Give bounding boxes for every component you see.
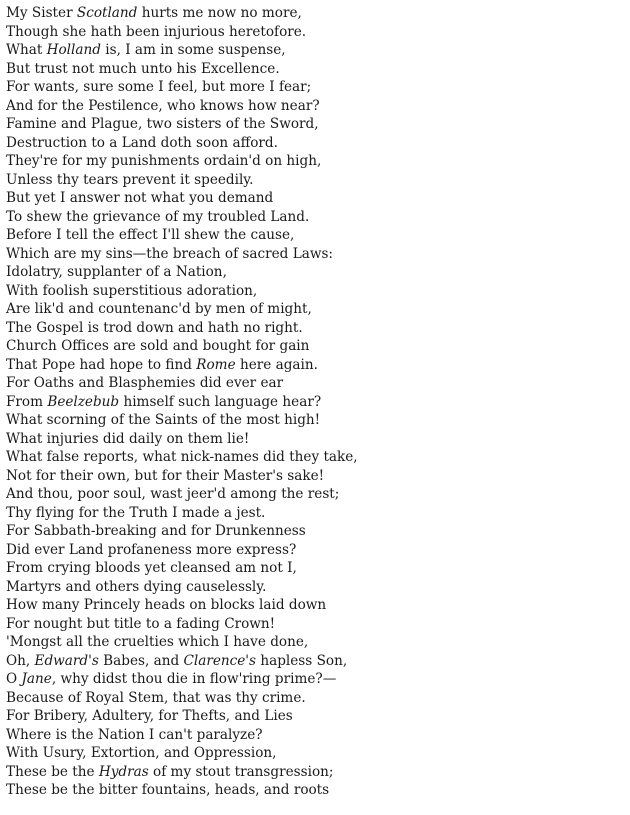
poem-text-segment: That Pope had hope to find — [6, 356, 197, 373]
poem-text-segment: From crying bloods yet cleansed am not I, — [6, 560, 297, 576]
poem-line — [6, 337, 624, 356]
poem-line — [6, 319, 624, 338]
poem-text-segment: Unless thy tears prevent it speedily. — [6, 171, 254, 188]
poem-italic-text: Jane — [21, 671, 52, 687]
poem-line — [6, 615, 624, 634]
poem-text-segment: Destruction to a Land doth soon afford. — [6, 134, 278, 151]
poem-line — [6, 744, 624, 763]
poem-text-segment: Babes, and — [98, 652, 184, 669]
poem-line — [6, 356, 624, 375]
poem-line — [6, 134, 624, 153]
poem-text-segment: From — [6, 393, 48, 410]
poem-line — [6, 300, 624, 319]
poem-line — [6, 60, 624, 79]
poem-line — [6, 670, 624, 689]
poem-line — [6, 726, 624, 745]
poem-text-segment: Before I tell the effect I'll shew the cause, — [6, 227, 295, 243]
poem-text-segment: Idolatry, supplanter of a Nation, — [6, 264, 227, 280]
poem-text-segment: is, I am in some suspense, — [100, 42, 286, 58]
poem-text-segment: But trust not much unto his Excellence. — [6, 60, 280, 77]
poem-line — [6, 485, 624, 504]
poem-italic-text: Clarence's — [183, 652, 257, 669]
poem-line — [6, 541, 624, 560]
poem-text-segment: What injuries did daily on them lie! — [6, 430, 250, 447]
poem-line — [6, 4, 624, 23]
poem-line — [6, 430, 624, 449]
poem-text-segment: Not for their own, but for their Master's sake! — [6, 467, 325, 484]
poem-line — [6, 411, 624, 430]
poem-line — [6, 23, 624, 42]
poem-text-segment: With Usury, Extortion, and Oppression, — [6, 745, 277, 761]
poem-text-segment: The Gospel is trod down and hath no right. — [6, 319, 303, 336]
poem-text-segment: hurts me now no more, — [137, 5, 302, 21]
poem-text-segment: , why didst thou die in flow'ring prime?— — [51, 671, 337, 687]
poem-line — [6, 282, 624, 301]
poem-line — [6, 448, 624, 467]
poem-text-segment: With foolish superstitious adoration, — [6, 282, 258, 299]
poem-italic-text: Beelzebub — [47, 393, 120, 410]
poem-text-segment: Martyrs and others dying causelessly. — [6, 578, 267, 595]
poem-line — [6, 245, 624, 264]
poem-line — [6, 115, 624, 134]
poem-text-segment: Which are my sins—the breach of sacred Laws: — [6, 245, 334, 262]
poem-line — [6, 97, 624, 116]
poem-line — [6, 763, 624, 782]
poem-line — [6, 522, 624, 541]
poem-text-segment: For wants, sure some I feel, but more I fear; — [6, 79, 312, 95]
poem-line — [6, 374, 624, 393]
poem-line — [6, 559, 624, 578]
poem-text-segment: Oh, — [6, 652, 35, 669]
poem-text-segment: What false reports, what nick-names did they take, — [6, 449, 358, 465]
poem-text-segment: They're for my punishments ordain'd on high, — [6, 153, 322, 169]
poem-text-segment: How many Princely heads on blocks laid down — [6, 597, 327, 613]
poem-text-segment: of my stout transgression; — [148, 763, 334, 780]
poem-line — [6, 189, 624, 208]
poem-text-segment: hapless Son, — [256, 652, 348, 669]
poem-line — [6, 41, 624, 60]
poem-text-segment: For Oaths and Blasphemies did ever ear — [6, 375, 284, 391]
poem-text-segment: For nought but title to a fading Crown! — [6, 615, 276, 632]
poem-line — [6, 781, 624, 800]
poem-text-segment: These be the — [6, 763, 99, 780]
poem-line — [6, 226, 624, 245]
poem-text-segment: Because of Royal Stem, that was thy crime. — [6, 689, 306, 706]
poem-line — [6, 208, 624, 227]
poem-text-segment: My Sister — [6, 5, 77, 21]
poem-line — [6, 578, 624, 597]
poem-text-segment: What — [6, 42, 47, 58]
poem-text-segment: What scorning of the Saints of the most high! — [6, 412, 321, 428]
poem-text-segment: And thou, poor soul, wast jeer'd among the rest; — [6, 486, 340, 502]
poem-line — [6, 467, 624, 486]
poem-italic-text: Hydras — [98, 763, 149, 780]
poem-italic-text: Holland — [46, 42, 101, 58]
poem-text-segment: Thy flying for the Truth I made a jest. — [6, 504, 266, 521]
poem-text-segment: But yet I answer not what you demand — [6, 190, 274, 206]
poem-text-segment: 'Mongst all the cruelties which I have done, — [6, 634, 309, 650]
poem-text-segment: And for the Pestilence, who knows how near? — [6, 97, 320, 114]
poem-italic-text: Rome — [196, 356, 236, 373]
poem-text-segment: For Sabbath-breaking and for Drunkenness — [6, 523, 306, 539]
poem-line — [6, 689, 624, 708]
poem-text-segment: Famine and Plague, two sisters of the Sword, — [6, 116, 319, 132]
poem-text-segment: Though she hath been injurious heretofore. — [6, 23, 307, 40]
poem-text-segment: For Bribery, Adultery, for Thefts, and Lies — [6, 708, 293, 724]
poem-text — [6, 4, 624, 800]
poem-line — [6, 596, 624, 615]
poem-text-segment: To shew the grievance of my troubled Land. — [6, 208, 310, 225]
poem-text-segment: Did ever Land profaneness more express? — [6, 541, 297, 558]
poem-italic-text: Scotland — [76, 5, 138, 21]
poem-text-segment: himself such language hear? — [119, 393, 322, 410]
poem-line — [6, 707, 624, 726]
poem-line — [6, 504, 624, 523]
poem-line — [6, 263, 624, 282]
poem-line — [6, 171, 624, 190]
poem-text-segment: These be the bitter fountains, heads, and roots — [6, 782, 330, 798]
poem-line — [6, 78, 624, 97]
poem-text-segment: Are lik'd and countenanc'd by men of might, — [6, 301, 312, 317]
poem-line — [6, 152, 624, 171]
poem-line — [6, 393, 624, 412]
poem-text-segment: here again. — [235, 356, 318, 373]
poem-text-segment: O — [6, 671, 22, 687]
poem-text-segment: Church Offices are sold and bought for gain — [6, 338, 310, 354]
poem-line — [6, 652, 624, 671]
poem-text-segment: Where is the Nation I can't paralyze? — [6, 726, 263, 743]
poem-line — [6, 633, 624, 652]
poem-italic-text: Edward's — [34, 652, 99, 669]
